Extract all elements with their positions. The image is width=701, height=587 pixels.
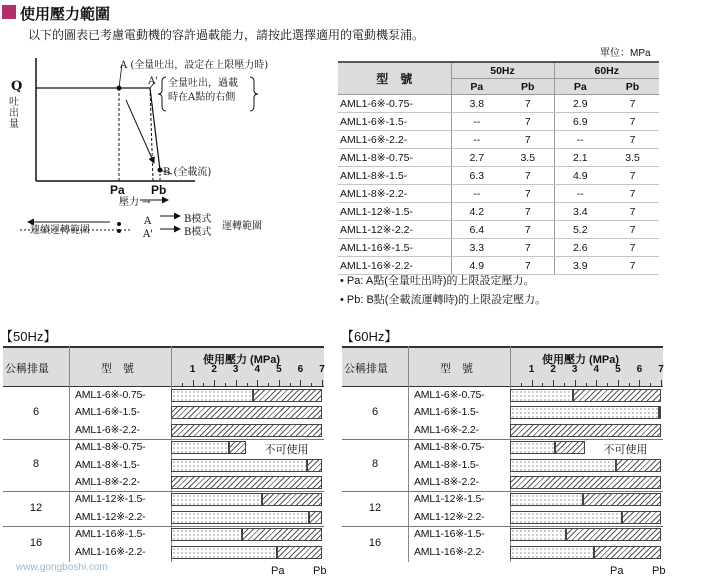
- chart-row: [342, 474, 663, 491]
- chart-row-model: AML1-8※-2.2-: [75, 476, 140, 488]
- table-cell-value: 3.3: [451, 239, 502, 257]
- note-pa: • Pa: A點(全量吐出時)的上限設定壓力。: [340, 275, 535, 287]
- table-cell-value: 6.4: [451, 221, 502, 239]
- table-cell-value: 6.9: [554, 113, 606, 131]
- tick-mark: [279, 380, 280, 386]
- table-cell-model: AML1-8※-1.5-: [338, 167, 451, 185]
- not-usable-label: 不可使用: [264, 444, 309, 457]
- continuous-range-bar: [510, 459, 616, 472]
- table-cell-value: 7: [606, 167, 659, 185]
- group-displacement: 6: [371, 406, 379, 419]
- chart-row: [3, 387, 324, 404]
- group-divider: [342, 526, 663, 527]
- mode-range-bar: [659, 406, 661, 419]
- table-cell-value: 3.5: [606, 149, 659, 167]
- mode-range-bar: [555, 441, 585, 454]
- point-b-label: B (全載流): [163, 167, 212, 178]
- tick-mark: [322, 380, 323, 386]
- table-cell-value: 2.9: [554, 95, 606, 113]
- table-cell-value: 4.9: [451, 257, 502, 275]
- chart-row: [342, 422, 663, 439]
- intro-text: 以下的圖表已考慮電動機的容許過載能力，請按此選擇適用的電動機泵浦。: [28, 28, 425, 42]
- chart-row-model: AML1-12※-1.5-: [414, 493, 485, 506]
- minor-tick-mark: [290, 383, 291, 386]
- minor-tick-mark: [247, 383, 248, 386]
- tick-mark: [639, 380, 640, 386]
- y-axis-label: 吐出量: [9, 97, 19, 130]
- tick-mark: [618, 380, 619, 386]
- unit-note: 單位：MPa: [600, 48, 651, 59]
- table-cell-value: 3.8: [451, 95, 502, 113]
- page-title: 使用壓力範圍: [20, 6, 111, 23]
- chart-row: [3, 474, 324, 491]
- minor-tick-mark: [311, 383, 312, 386]
- chart-row-model: AML1-6※-2.2-: [75, 423, 140, 436]
- table-cell-value: 5.2: [554, 221, 606, 239]
- table-cell-model: AML1-6※-1.5-: [338, 113, 451, 131]
- mode-range-bar: [583, 493, 661, 506]
- table-row: [338, 239, 659, 257]
- tick-mark: [300, 380, 301, 386]
- point-a2-note-1: 全量吐出，過載: [168, 78, 238, 89]
- tick-mark: [532, 380, 533, 386]
- minor-tick-mark: [182, 383, 183, 386]
- table-cell-value: 7: [502, 239, 554, 257]
- table-cell-model: AML1-16※-2.2-: [338, 257, 451, 275]
- tick-mark: [236, 380, 237, 386]
- chart-row-model: AML1-12※-2.2-: [414, 510, 485, 523]
- chart-row-model: AML1-6※-2.2-: [414, 423, 479, 436]
- pb-label: Pb: [151, 183, 167, 197]
- table-row: [338, 221, 659, 239]
- tick-label: 4: [593, 364, 600, 375]
- minor-tick-mark: [607, 383, 608, 386]
- continuous-range-bar: [510, 546, 594, 559]
- table-row: [338, 203, 659, 221]
- table-row: [338, 149, 659, 167]
- group-divider: [342, 491, 663, 492]
- table-cell-model: AML1-12※-2.2-: [338, 221, 451, 239]
- mode-range-bar: [171, 476, 322, 489]
- pa-axis-label: Pa: [271, 565, 285, 577]
- table-cell-value: 4.2: [451, 203, 502, 221]
- mode-range-bar: [573, 389, 661, 402]
- chart-row-model: AML1-16※-2.2-: [414, 545, 485, 558]
- tick-label: 6: [636, 364, 643, 375]
- header-pressure: 使用壓力 (MPa): [542, 354, 619, 366]
- mode-range-bar: [277, 546, 322, 559]
- table-row: [338, 167, 659, 185]
- mode-range-bar: [242, 528, 322, 541]
- note-pb: • Pb: B點(全載流運轉時)的上限設定壓力。: [340, 294, 547, 306]
- table-cell-value: 7: [606, 131, 659, 149]
- header-pa-50: Pa: [451, 79, 502, 95]
- minor-tick-mark: [225, 383, 226, 386]
- pressure-table: [338, 61, 659, 275]
- group-divider: [3, 491, 324, 492]
- table-cell-value: 6.3: [451, 167, 502, 185]
- legend-continuous: 連續運轉範圍: [30, 225, 90, 236]
- concept-diagram: [0, 50, 330, 245]
- mode-range-bar: [616, 459, 661, 472]
- table-cell-value: --: [451, 131, 502, 149]
- chart-row-model: AML1-6※-1.5-: [75, 406, 140, 419]
- continuous-range-bar: [510, 528, 566, 541]
- continuous-range-bar: [171, 528, 242, 541]
- group-divider: [342, 439, 663, 440]
- minor-tick-mark: [586, 383, 587, 386]
- chart-row-model: AML1-12※-2.2-: [75, 510, 146, 523]
- minor-tick-mark: [542, 383, 543, 386]
- legend-a: A: [144, 216, 152, 227]
- mode-range-bar: [307, 459, 322, 472]
- mode-range-bar: [253, 389, 322, 402]
- pb-axis-label: Pb: [652, 565, 666, 577]
- group-displacement: 12: [368, 501, 382, 514]
- table-cell-value: 7: [502, 131, 554, 149]
- tick-label: 3: [232, 364, 239, 375]
- header-displacement: 公稱排量: [344, 363, 388, 375]
- chart-row-model: AML1-12※-1.5-: [75, 493, 146, 506]
- tick-label: 7: [319, 364, 325, 375]
- table-cell-value: 7: [502, 185, 554, 203]
- pa-label: Pa: [110, 183, 125, 197]
- tick-label: 1: [189, 364, 196, 375]
- table-cell-value: 7: [606, 185, 659, 203]
- table-cell-model: AML1-12※-1.5-: [338, 203, 451, 221]
- tick-label: 5: [276, 364, 282, 375]
- table-row: [338, 113, 659, 131]
- table-cell-value: 7: [502, 221, 554, 239]
- header-50hz: 50Hz: [451, 62, 554, 79]
- continuous-range-bar: [510, 511, 622, 524]
- table-cell-value: 7: [606, 113, 659, 131]
- table-cell-value: 3.9: [554, 257, 606, 275]
- tick-label: 1: [528, 364, 535, 375]
- table-cell-value: 7: [606, 95, 659, 113]
- point-a2-note-2: 時在A點的右側: [168, 92, 236, 103]
- continuous-range-bar: [510, 493, 583, 506]
- tick-mark: [596, 380, 597, 386]
- group-displacement: 16: [368, 536, 382, 549]
- table-cell-value: 2.6: [554, 239, 606, 257]
- minor-tick-mark: [268, 383, 269, 386]
- minor-tick-mark: [629, 383, 630, 386]
- q-label: Q: [11, 79, 23, 94]
- continuous-range-bar: [171, 493, 262, 506]
- mode-range-bar: [594, 546, 661, 559]
- chart-row-model: AML1-8※-1.5-: [75, 458, 140, 471]
- continuous-range-bar: [171, 511, 309, 524]
- group-displacement: 16: [29, 536, 43, 549]
- table-cell-value: 7: [502, 95, 554, 113]
- watermark: www.gongboshi.com: [16, 562, 108, 573]
- legend-b: B模式: [184, 214, 212, 225]
- mode-range-bar: [566, 528, 661, 541]
- table-cell-value: 7: [502, 167, 554, 185]
- continuous-range-bar: [171, 459, 307, 472]
- table-cell-value: 7: [606, 239, 659, 257]
- chart-row: [342, 387, 663, 404]
- group-displacement: 8: [32, 458, 40, 471]
- tick-label: 4: [254, 364, 261, 375]
- section-50hz-title: 【50Hz】: [0, 329, 57, 344]
- chart-row-model: AML1-16※-1.5-: [75, 528, 146, 541]
- table-cell-model: AML1-8※-0.75-: [338, 149, 451, 167]
- mode-range-bar: [171, 406, 322, 419]
- chart-row-model: AML1-6※-1.5-: [414, 406, 479, 419]
- chart-60hz: [342, 346, 666, 577]
- table-cell-value: 2.7: [451, 149, 502, 167]
- group-displacement: 6: [32, 406, 40, 419]
- continuous-range-bar: [510, 441, 555, 454]
- table-cell-model: AML1-6※-2.2-: [338, 131, 451, 149]
- table-cell-value: 3.4: [554, 203, 606, 221]
- header-60hz: 60Hz: [554, 62, 659, 79]
- tick-label: 2: [550, 364, 556, 375]
- chart-row-model: AML1-8※-0.75-: [414, 441, 485, 454]
- tick-label: 5: [615, 364, 621, 375]
- tick-label: 2: [211, 364, 217, 375]
- tick-label: 3: [571, 364, 578, 375]
- table-cell-value: 7: [502, 257, 554, 275]
- table-cell-value: --: [451, 185, 502, 203]
- table-row: [338, 95, 659, 113]
- minor-tick-mark: [650, 383, 651, 386]
- table-cell-value: 7: [502, 203, 554, 221]
- mode-range-bar: [510, 424, 661, 437]
- legend-a2: A': [143, 229, 153, 240]
- table-cell-value: 7: [606, 221, 659, 239]
- mode-range-bar: [510, 476, 661, 489]
- chart-row: [342, 439, 663, 456]
- header-model: 型 號: [101, 363, 134, 375]
- tick-mark: [193, 380, 194, 386]
- group-divider: [3, 439, 324, 440]
- section-60hz-title: 【60Hz】: [341, 329, 398, 344]
- table-cell-model: AML1-6※-0.75-: [338, 95, 451, 113]
- legend-mode: 運轉範圍: [222, 221, 262, 232]
- table-cell-model: AML1-8※-2.2-: [338, 185, 451, 203]
- tick-label: 6: [297, 364, 304, 375]
- table-cell-value: 7: [606, 203, 659, 221]
- tick-mark: [214, 380, 215, 386]
- header-pa-60: Pa: [554, 79, 606, 95]
- mode-range-bar: [309, 511, 322, 524]
- table-cell-value: 3.5: [502, 149, 554, 167]
- header-displacement: 公稱排量: [5, 363, 49, 375]
- header-pb-50: Pb: [502, 79, 554, 95]
- chart-row-model: AML1-8※-0.75-: [75, 441, 146, 454]
- chart-header: [342, 346, 663, 387]
- chart-row-model: AML1-16※-2.2-: [75, 545, 146, 558]
- legend-b2: B模式: [184, 227, 212, 238]
- chart-row-model: AML1-6※-0.75-: [75, 389, 146, 401]
- continuous-range-bar: [510, 389, 573, 402]
- tick-mark: [575, 380, 576, 386]
- point-a-label: A (全量吐出，設定在上限壓力時): [120, 60, 269, 71]
- continuous-range-bar: [171, 441, 229, 454]
- table-cell-value: 2.1: [554, 149, 606, 167]
- x-axis-label: 壓力 →: [119, 197, 151, 208]
- pb-axis-label: Pb: [313, 565, 327, 577]
- tick-mark: [661, 380, 662, 386]
- header-pressure: 使用壓力 (MPa): [203, 354, 280, 366]
- header-model: 型 號: [440, 363, 473, 375]
- table-row: [338, 131, 659, 149]
- table-cell-value: 7: [606, 257, 659, 275]
- group-divider: [3, 526, 324, 527]
- chart-row-model: AML1-16※-1.5-: [414, 528, 485, 541]
- continuous-range-bar: [171, 389, 253, 402]
- point-a2-label: A': [148, 76, 158, 87]
- table-cell-value: 4.9: [554, 167, 606, 185]
- chart-row-model: AML1-8※-1.5-: [414, 458, 479, 471]
- continuous-range-bar: [510, 406, 659, 419]
- minor-tick-mark: [521, 383, 522, 386]
- minor-tick-mark: [564, 383, 565, 386]
- mode-range-bar: [262, 493, 322, 506]
- group-displacement: 12: [29, 501, 43, 514]
- header-model: 型 號: [338, 62, 451, 95]
- table-cell-value: --: [554, 131, 606, 149]
- table-cell-model: AML1-16※-1.5-: [338, 239, 451, 257]
- mode-range-bar: [171, 424, 322, 437]
- chart-row-model: AML1-8※-2.2-: [414, 476, 479, 488]
- mode-range-bar: [622, 511, 661, 524]
- table-cell-value: --: [554, 185, 606, 203]
- pa-axis-label: Pa: [610, 565, 624, 577]
- group-displacement: 8: [371, 458, 379, 471]
- header-pb-60: Pb: [606, 79, 659, 95]
- title-marker: [2, 5, 16, 19]
- table-cell-value: 7: [502, 113, 554, 131]
- chart-row-model: AML1-6※-0.75-: [414, 389, 485, 401]
- table-cell-value: --: [451, 113, 502, 131]
- chart-row: [3, 439, 324, 456]
- mode-range-bar: [229, 441, 246, 454]
- minor-tick-mark: [203, 383, 204, 386]
- tick-mark: [257, 380, 258, 386]
- tick-mark: [553, 380, 554, 386]
- not-usable-label: 不可使用: [603, 444, 648, 457]
- chart-header: [3, 346, 324, 387]
- chart-row: [3, 422, 324, 439]
- tick-label: 7: [658, 364, 664, 375]
- continuous-range-bar: [171, 546, 277, 559]
- table-row: [338, 185, 659, 203]
